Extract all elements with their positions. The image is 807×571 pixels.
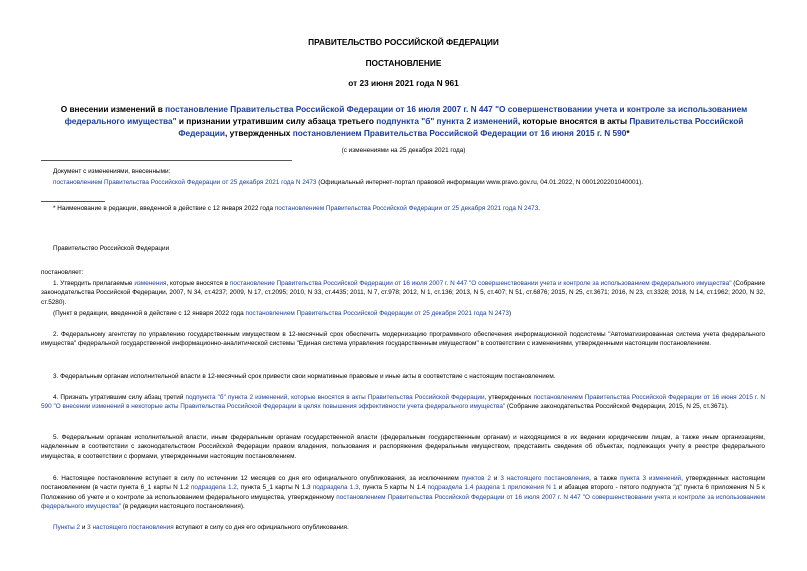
footnote-end: . (538, 205, 541, 212)
p6-text: , пункта 5 карты N 1.4 (358, 484, 428, 492)
paragraph-3 (41, 372, 765, 381)
footnote-link[interactable]: постановлением Правительства Российской Федерации от 25 декабря 2021 года N 2473 (274, 205, 539, 212)
title-text: * (626, 128, 630, 138)
p4-link-subpoint[interactable]: подпункта "б" пункта 2 изменений, которые вносятся в акты Правительства Российской Федерации (185, 394, 485, 401)
government-label: Правительство Российской Федерации (53, 245, 170, 252)
p6-link-subsection-1-4[interactable]: подраздела 1.4 раздела 1 приложения N 1 (427, 484, 557, 492)
title-link-subpoint[interactable]: подпункта "б" пункта 2 изменений (376, 116, 518, 126)
doc-changes-line (53, 177, 773, 188)
p6-link-point-2[interactable]: пунктов 2 (461, 475, 491, 482)
doc-changes-block (53, 166, 773, 188)
doc-changes-label: Документ с изменениями, внесенными: (53, 168, 171, 175)
p4-text: (Собрание законодательства Российской Федерации, 2015, N 25, ст.3671). (505, 403, 729, 411)
p1-note-end: ) (508, 310, 512, 317)
doc-changes-link[interactable]: постановлением Правительства Российской Федерации от 25 декабря 2021 года N 2473 (53, 179, 317, 186)
p7-text: вступают в силу со дня его официального опубликования. (173, 524, 349, 531)
paragraph-2 (41, 330, 765, 349)
p2-text: 2. Федеральному агентству по управлению государственным имуществом в 12-месячный срок обеспечить модернизацию программного обеспечения информационной подсистемы "Автоматизированная система учета федерального имущества" федеральной государственной информационно-аналитической системы "Единая система управления государственным имуществом" в соответствии с изменениями, утвержденными настоящим постановлением. (41, 331, 765, 348)
title-link-590[interactable]: постановлением Правительства Российской Федерации от 16 июня 2015 г. N 590 (292, 128, 627, 138)
paragraph-1 (41, 279, 765, 307)
p6-text: , а также (589, 475, 621, 482)
doc-changes-source: (Официальный интернет-портал правовой информации www.pravo.gov.ru, 04.01.2022, N 0001202201040001). (316, 179, 644, 186)
p6-text: и (490, 475, 501, 482)
p7-link-point-2[interactable]: Пункты 2 (53, 524, 81, 531)
p6-text: 6. Настоящее постановление вступает в силу по истечении 12 месяцев со дня его официального опубликования, за исключением (53, 475, 462, 482)
title-text: , которые вносятся в акты (517, 116, 630, 126)
p1-link-447[interactable]: постановление Правительства Российской Федерации от 16 июля 2007 г. N 447 "О совершенствовании учета и контроле за использованием федерального имущества" (229, 280, 732, 287)
p6-text: , пункта 5_1 карты N 1.3 (236, 484, 313, 492)
p4-text: 4. Признать утратившим силу абзац третий (53, 394, 186, 401)
footnote-divider (41, 201, 105, 202)
p1-note-text: (Пункт в редакции, введенной в действие с 12 января 2022 года (53, 310, 246, 317)
doc-type-heading: ПОСТАНОВЛЕНИЕ (365, 58, 442, 68)
document-title (50, 103, 758, 139)
paragraph-4 (41, 393, 765, 412)
p6-link-subsection-1-2[interactable]: подраздела 1.2 (190, 484, 237, 492)
title-link-government[interactable]: Правительства Российской Федерации (178, 116, 744, 138)
p6-link-subsection-1-3[interactable]: подраздела 1.3 (312, 484, 359, 492)
title-text: О внесении изменений в (60, 104, 166, 114)
p7-link-point-3[interactable]: 3 настоящего постановления (87, 524, 174, 531)
p1-text: 1. Утвердить прилагаемые (53, 280, 135, 287)
footnote-text: * Наименование в редакции, введенной в действие с 12 января 2022 года (53, 205, 275, 212)
p3-text: 3. Федеральным органам исполнительной власти в 12-месячный срок привести свои нормативные правовые и иные акты в соответствие с настоящим постановлением. (53, 373, 556, 380)
p6-text: и абзацев второго - пятого подпункта "д" пункта 6 приложения N 5 к Положению об учете и о контроле за использованием федерального имущества, утвержденному (41, 484, 765, 501)
p4-link-590[interactable]: постановлением Правительства Российской Федерации от 16 июня 2015 г. N 590 "О внесении изменений в некоторые акты Правительства Российской Федерации в целях повышения эффективности учета федерального имущества" (41, 394, 766, 411)
p7-text: и (80, 524, 88, 531)
p6-link-447[interactable]: постановлением Правительства Российской Федерации от 16 июля 2007 г. N 447 "О совершенствовании учета и контроле за использованием федерального имущества" (41, 493, 765, 511)
p1-note-link[interactable]: постановлением Правительства Российской Федерации от 25 декабря 2021 года N 2473 (245, 310, 509, 317)
as-of-note: (с изменениями на 25 декабря 2021 года) (341, 147, 466, 154)
divider (41, 160, 292, 161)
paragraph-5 (41, 433, 765, 461)
title-text: и признании утратившим силу абзаца третьего (176, 116, 377, 126)
p4-text: , утвержденных (484, 394, 534, 401)
p1-text: , которые вносятся в (166, 280, 230, 287)
date-number-heading: от 23 июня 2021 года N 961 (348, 78, 459, 88)
paragraph-6 (41, 474, 765, 512)
p5-text: 5. Федеральным органам исполнительной власти, иным федеральным органам государственной власти (федеральным государственным органам) и находящимся в их ведении юридическим лицам, а также иным организациям, наделенным в соответствии с законодательством Российской Федерации правом владения, пользования и распоряжения федеральным имуществом, представить сведения об объектах, подлежащих учету в реестре федерального имущества, в соответствии с формами, утвержденными настоящим постановлением. (41, 434, 765, 460)
paragraph-1-note (41, 309, 765, 318)
footnote (53, 205, 540, 212)
p1-link-changes[interactable]: изменения (134, 280, 167, 287)
decides-label: постановляет: (41, 269, 84, 276)
p6-text: , утвержденных настоящим постановлением (в части пункта 6_1 карты N 1.2 (41, 475, 766, 492)
org-heading: ПРАВИТЕЛЬСТВО РОССИЙСКОЙ ФЕДЕРАЦИИ (308, 37, 499, 47)
p6-text: (в редакции настоящего постановления). (120, 503, 245, 511)
p6-link-point-3[interactable]: 3 настоящего постановления (500, 475, 590, 482)
paragraph-7 (41, 523, 765, 532)
title-text: , утвержденных (224, 128, 293, 138)
p1-text: (Собрание законодательства Российской Федерации, 2007, N 34, ст.4237; 2009, N 17, ст.2095; 2010, N 33, ст.4435; 2011, N 7, ст.978; 2012, N 1, ст.136; 2013, N 5, ст.407; N 51, ст.6876; 2015, N 25, ст.3671; 2016, N 23, ст.3328; 2018, N 14, ст.1962; 2020, N 32, ст.5280). (41, 280, 766, 306)
title-link-447[interactable]: постановление Правительства Российской Федерации от 16 июля 2007 г. N 447 "О совершенствовании учета и контроле за использованием федерального имущества" (64, 104, 748, 126)
p6-link-changes-3[interactable]: пункта 3 изменений (620, 475, 682, 482)
